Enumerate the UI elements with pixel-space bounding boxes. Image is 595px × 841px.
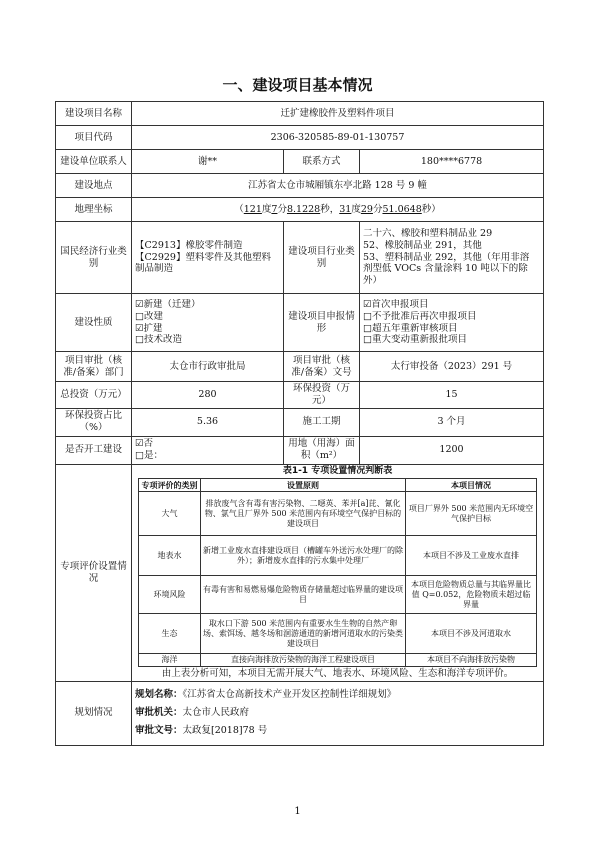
row-category: 地表水 [139,536,201,576]
declaration-option: ☑首次申报项目 [363,298,429,310]
special-eval-content [132,464,544,681]
industry-line: 制品制造 [135,263,174,275]
approval-doc-value: 太行审投备（2023）291 号 [360,352,544,382]
row-rule: 直接向海排放污染物的海洋工程建设项目 [201,654,406,667]
nature-option: ☑新建（迁建） [135,298,201,310]
env-investment-label: 环保投资（万元） [284,382,360,409]
coordinates-label: 地理坐标 [56,198,132,222]
table-row [139,576,537,614]
row-status: 本项目不涉及河道取水 [406,614,537,654]
row-status: 本项目不涉及工业废水直排 [406,536,537,576]
row-approval [56,352,544,382]
ratio-label: 环保投资占比（%） [56,408,132,436]
location-value: 江苏省太仓市城厢镇东亭北路 128 号 9 幢 [132,174,544,198]
category-line: 53、塑料制品业 292，其他（年用非溶 [363,251,530,263]
deg-unit: 度 [261,203,272,215]
row-contact [56,150,544,174]
planning-name-value: 《江苏省太仓高新技术产业开发区控制性详细规划》 [182,689,397,701]
special-eval-table [138,478,537,667]
project-category-label: 建设项目行业类别 [284,222,360,294]
phone-label: 联系方式 [284,150,360,174]
project-name-label: 建设项目名称 [56,102,132,126]
table-row [139,536,537,576]
header-category: 专项评价的类别 [139,479,201,492]
coord-open: （ [234,203,244,215]
planning-doc [135,722,540,740]
longitude-minutes: 7 [271,203,278,215]
industry-label: 国民经济行业类别 [56,222,132,294]
started-option: □是： [135,450,163,462]
industry-line: 【C2929】塑料零件及其他塑料 [135,251,271,263]
approval-doc-label: 项目审批（核准/备案）文号 [284,352,360,382]
row-rule: 新增工业废水直排建设项目（槽罐车外送污水处理厂的除外）；新增废水直排的污水集中处理厂 [201,536,406,576]
latitude-degrees: 31 [339,203,352,215]
deg-unit: 度 [351,203,361,215]
contact-label: 建设单位联系人 [56,150,132,174]
header-rule: 设置原则 [201,479,406,492]
declaration-options [360,294,544,352]
row-category: 大气 [139,492,201,536]
special-eval-label: 专项评价设置情况 [56,464,132,681]
table-row [139,614,537,654]
row-category: 环境风险 [139,576,201,614]
row-status: 本项目危险物质总量与其临界量比值 Q=0.052，危险物质未超过临界量 [406,576,537,614]
category-line: 外） [363,275,383,287]
coord-separator: ， [329,203,340,215]
project-category-value [360,222,544,294]
started-label: 是否开工建设 [56,436,132,464]
longitude-degrees: 121 [243,203,262,215]
nature-options [132,294,284,352]
project-name-value: 迁扩建橡胶件及塑料件项目 [132,102,544,126]
sec-unit: 秒 [421,203,432,215]
planning-name-label: 规划名称： [135,689,183,701]
row-category: 生态 [139,614,201,654]
page-title: 一、建设项目基本情况 [222,76,373,94]
industry-value [132,222,284,294]
page-number: 1 [294,806,301,817]
category-line: 剂型低 VOCs 含量涂料 10 吨以下的除 [363,263,528,275]
row-rule: 排放废气含有毒有害污染物、二噁英、苯并[a]芘、氰化物、氯气且厂界外 500 米范围内有环境空气保护目标的建设项目 [201,492,406,536]
planning-name [135,686,540,704]
planning-authority-value: 太仓市人民政府 [182,707,250,719]
category-line: 52、橡胶制品业 291，其他 [363,239,482,251]
row-project-name [56,102,544,126]
nature-option: □改建 [135,310,163,322]
row-planning [56,681,544,745]
phone-value: 180****6778 [360,150,544,174]
latitude-minutes: 29 [360,203,373,215]
industry-line: 【C2913】橡胶零件制造 [135,239,243,251]
row-category: 海洋 [139,654,201,667]
latitude-seconds: 51.0648 [382,203,422,215]
special-conclusion: 由上表分析可知，本项目无需开展大气、地表水、环境风险、生态和海洋专项评价。 [161,668,514,679]
min-unit: 分 [277,203,287,215]
declaration-label: 建设项目申报情形 [284,294,360,352]
project-code-value: 2306-320585-89-01-130757 [132,126,544,150]
longitude-seconds: 8.1228 [286,203,321,215]
declaration-option: □不予批准后再次申报项目 [363,310,477,322]
min-unit: 分 [372,203,383,215]
investment-value: 280 [132,382,284,409]
row-rule: 取水口下游 500 米范围内有重要水生生物的自然产卵场、索饵场、越冬场和洄游通道的新增河道取水的污染类建设项目 [201,614,406,654]
sec-unit: 秒 [320,203,330,215]
started-option: ☑否 [135,438,154,450]
planning-content [132,681,544,745]
planning-authority [135,704,540,722]
duration-value: 3 个月 [360,408,544,436]
row-started [56,436,544,464]
ratio-value: 5.36 [132,408,284,436]
coordinates-value [132,198,544,222]
row-status: 本项目不向海排放污染物 [406,654,537,667]
location-label: 建设地点 [56,174,132,198]
nature-label: 建设性质 [56,294,132,352]
nature-option: ☑扩建 [135,322,163,334]
land-area-value: 1200 [360,436,544,464]
special-table-header [139,479,537,492]
approval-dept-label: 项目审批（核准/备案）部门 [56,352,132,382]
declaration-option: □重大变动重新报批项目 [363,334,467,346]
planning-doc-label: 审批文号： [135,725,183,737]
coord-close: ） [431,203,441,215]
row-nature [56,294,544,352]
row-investment [56,382,544,409]
nature-option: □技术改造 [135,334,182,346]
row-location [56,174,544,198]
investment-label: 总投资（万元） [56,382,132,409]
contact-value: 谢** [132,150,284,174]
declaration-option: □超五年重新审核项目 [363,322,458,334]
table-row [139,492,537,536]
row-status: 项目厂界外 500 米范围内无环境空气保护目标 [406,492,537,536]
row-industry [56,222,544,294]
project-code-label: 项目代码 [56,126,132,150]
category-line: 二十六、橡胶和塑料制品业 29 [363,227,493,239]
header-status: 本项目情况 [406,479,537,492]
planning-doc-value: 太政复[2018]78 号 [182,725,268,737]
row-coordinates [56,198,544,222]
planning-authority-label: 审批机关： [135,707,183,719]
approval-dept-value: 太仓市行政审批局 [132,352,284,382]
special-table-caption: 表1-1 专项设置情况判断表 [282,465,393,476]
row-rule: 有毒有害和易燃易爆危险物质存储量超过临界量的建设项目 [201,576,406,614]
table-row [139,654,537,667]
row-special-evaluation [56,464,544,681]
planning-label: 规划情况 [56,681,132,745]
row-project-code [56,126,544,150]
duration-label: 施工工期 [284,408,360,436]
land-area-label: 用地（用海）面积（m²） [284,436,360,464]
basic-info-table [55,101,544,746]
env-investment-value: 15 [360,382,544,409]
row-ratio [56,408,544,436]
started-options [132,436,284,464]
